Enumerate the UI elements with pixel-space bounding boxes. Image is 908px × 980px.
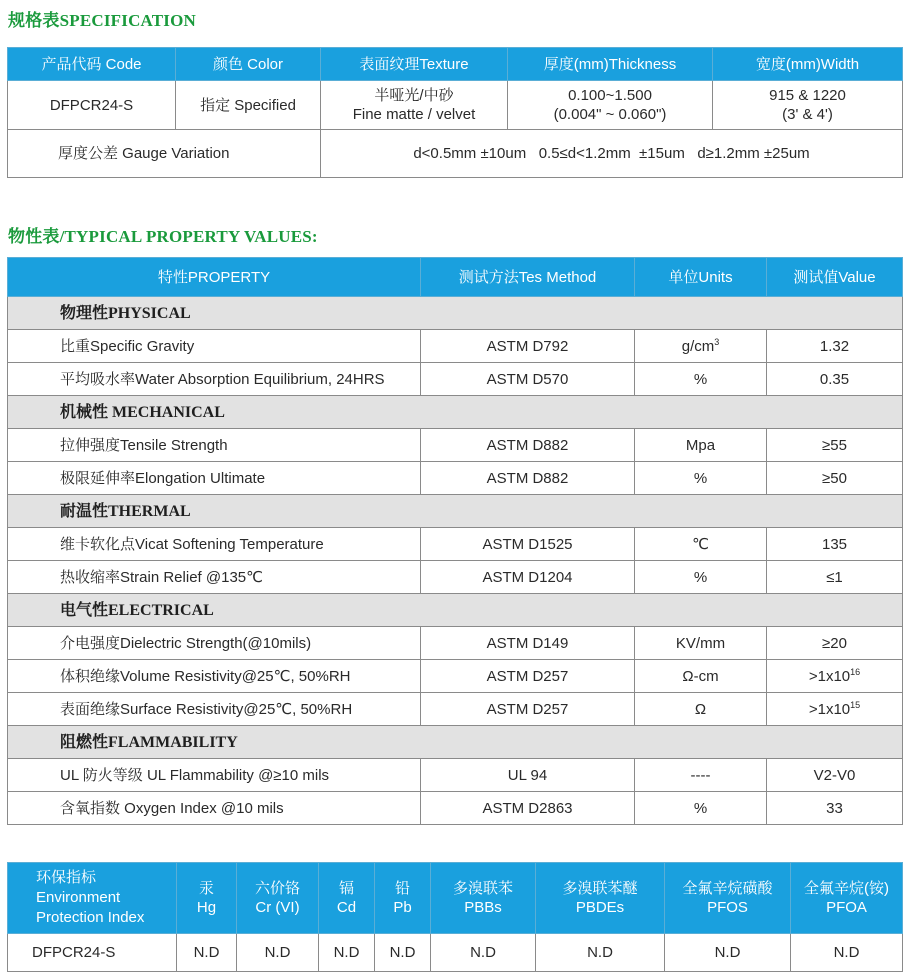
substance-cn: 多溴联苯醚: [562, 880, 638, 897]
spec-thickness-in: (0.004" ~ 0.060"): [553, 106, 667, 123]
property-name: 比重Specific Gravity: [8, 330, 421, 363]
unit: [635, 561, 767, 594]
unit: [635, 792, 767, 825]
gauge-label: 厚度公差 Gauge Variation: [8, 130, 321, 178]
unit: [635, 429, 767, 462]
props-header-value: 测试值Value: [767, 258, 903, 297]
category-row: [8, 396, 903, 429]
property-row: [8, 693, 903, 726]
spec-width-ft: (3' & 4'): [782, 106, 833, 123]
spec-texture: [321, 81, 508, 130]
test-method: ASTM D882: [421, 462, 635, 495]
unit: [635, 693, 767, 726]
test-value: [767, 627, 903, 660]
unit-text: ----: [690, 766, 711, 784]
spec-header-width: 宽度(mm)Width: [713, 48, 903, 81]
env-value: N.D: [319, 934, 375, 972]
unit: [635, 363, 767, 396]
property-row: [8, 660, 903, 693]
test-value: [767, 528, 903, 561]
unit-text: ℃: [692, 535, 709, 553]
substance-cn: 铅: [394, 880, 410, 897]
category-row: [8, 297, 903, 330]
props-heading: 物性表/TYPICAL PROPERTY VALUES:: [8, 227, 318, 246]
env-value: N.D: [237, 934, 319, 972]
substance-cn: 全氟辛烷磺酸: [682, 880, 773, 897]
spec-texture-cn: 半哑光/中砂: [374, 87, 454, 104]
property-row: [8, 462, 903, 495]
property-name: 极限延伸率Elongation Ultimate: [8, 462, 421, 495]
property-name: 维卡软化点Vicat Softening Temperature: [8, 528, 421, 561]
unit-text: %: [693, 799, 708, 817]
props-header-property: 特性PROPERTY: [8, 258, 421, 297]
test-value: [767, 693, 903, 726]
env-header-substance: [375, 863, 431, 934]
env-header-substance: [791, 863, 903, 934]
category-name: 电气性ELECTRICAL: [8, 594, 903, 627]
spec-gauge-row: [8, 130, 903, 178]
unit-text: Ω-cm: [682, 667, 719, 685]
test-method: ASTM D1204: [421, 561, 635, 594]
spec-texture-en: Fine matte / velvet: [352, 106, 476, 123]
property-row: [8, 528, 903, 561]
test-value: [767, 363, 903, 396]
unit: [635, 627, 767, 660]
env-value: N.D: [431, 934, 536, 972]
property-row: [8, 363, 903, 396]
substance-cn: 六价铬: [254, 880, 300, 897]
env-value: N.D: [536, 934, 665, 972]
env-value: N.D: [665, 934, 791, 972]
test-method: ASTM D257: [421, 660, 635, 693]
property-row: [8, 792, 903, 825]
test-value-text: ≤1: [826, 568, 843, 586]
category-row: [8, 495, 903, 528]
property-name: 表面绝缘Surface Resistivity@25℃, 50%RH: [8, 693, 421, 726]
props-header-row: [8, 258, 903, 297]
spec-width: [713, 81, 903, 130]
spec-header-row: [8, 48, 903, 81]
substance-cn: 全氟辛烷(铵): [804, 880, 889, 897]
spec-heading: 规格表SPECIFICATION: [8, 11, 197, 30]
test-value: [767, 429, 903, 462]
substance-en: PFOA: [826, 899, 867, 916]
test-value: [767, 660, 903, 693]
test-value-text: >1x10: [808, 700, 851, 718]
unit-text: Ω: [694, 700, 707, 718]
test-method: ASTM D1525: [421, 528, 635, 561]
property-name: 拉伸强度Tensile Strength: [8, 429, 421, 462]
category-name: 阻燃性FLAMMABILITY: [8, 726, 903, 759]
env-header-substance: [431, 863, 536, 934]
spec-data-row: [8, 81, 903, 130]
property-name: 热收缩率Strain Relief @135℃: [8, 561, 421, 594]
test-method: UL 94: [421, 759, 635, 792]
unit-text: %: [693, 370, 708, 388]
env-header-substance: [237, 863, 319, 934]
test-value-exponent: 15: [850, 699, 861, 710]
unit: [635, 462, 767, 495]
spec-table: [7, 47, 903, 178]
property-table: [7, 257, 903, 825]
env-header-substance: [177, 863, 237, 934]
env-row-label: DFPCR24-S: [8, 934, 177, 972]
environment-table: [7, 862, 903, 972]
property-row: [8, 330, 903, 363]
test-method: ASTM D882: [421, 429, 635, 462]
unit-text: Mpa: [685, 436, 716, 454]
test-value-text: ≥55: [822, 436, 847, 454]
unit-text: g/cm: [681, 337, 715, 355]
substance-cn: 多溴联苯: [452, 880, 513, 897]
category-name: 物理性PHYSICAL: [8, 297, 903, 330]
substance-en: PBBs: [464, 899, 502, 916]
env-value: N.D: [177, 934, 237, 972]
substance-en: Pb: [393, 899, 412, 916]
substance-cn: 镉: [338, 880, 354, 897]
spec-width-mm: 915 & 1220: [769, 87, 846, 104]
env-header-substance: [665, 863, 791, 934]
substance-cn: 汞: [198, 880, 214, 897]
test-method: ASTM D792: [421, 330, 635, 363]
env-title-en2: Protection Index: [36, 909, 145, 926]
unit-text: KV/mm: [675, 634, 726, 652]
test-value: [767, 792, 903, 825]
property-row: [8, 561, 903, 594]
env-header-substance: [319, 863, 375, 934]
category-row: [8, 594, 903, 627]
test-value: [767, 759, 903, 792]
spec-color: 指定 Specified: [176, 81, 321, 130]
category-row: [8, 726, 903, 759]
property-name: 介电强度Dielectric Strength(@10mils): [8, 627, 421, 660]
substance-en: Cd: [336, 899, 357, 916]
spec-thickness-mm: 0.100~1.500: [568, 87, 652, 104]
test-value-text: 0.35: [819, 370, 850, 388]
test-value-text: 135: [821, 535, 848, 553]
unit: [635, 528, 767, 561]
test-method: ASTM D570: [421, 363, 635, 396]
props-header-method: 测试方法Tes Method: [421, 258, 635, 297]
env-value: N.D: [791, 934, 903, 972]
property-row: [8, 759, 903, 792]
test-value: [767, 462, 903, 495]
spec-header-code: 产品代码 Code: [8, 48, 176, 81]
property-name: 体积绝缘Volume Resistivity@25℃, 50%RH: [8, 660, 421, 693]
property-row: [8, 429, 903, 462]
props-header-units: 单位Units: [635, 258, 767, 297]
env-header-substance: [536, 863, 665, 934]
gauge-value: d<0.5mm ±10um 0.5≤d<1.2mm ±15um d≥1.2mm ±25um: [321, 130, 903, 178]
test-value-text: 33: [826, 799, 843, 817]
unit-text: %: [693, 469, 708, 487]
substance-en: Hg: [196, 899, 217, 916]
spec-code: DFPCR24-S: [8, 81, 176, 130]
spec-header-texture: 表面纹理Texture: [321, 48, 508, 81]
test-value: [767, 330, 903, 363]
spec-thickness: [508, 81, 713, 130]
test-method: ASTM D2863: [421, 792, 635, 825]
unit: [635, 330, 767, 363]
test-value-text: ≥50: [822, 469, 847, 487]
substance-en: PBDEs: [575, 899, 625, 916]
test-method: ASTM D257: [421, 693, 635, 726]
test-value-text: >1x10: [808, 667, 851, 685]
test-value-text: ≥20: [822, 634, 847, 652]
property-row: [8, 627, 903, 660]
spec-header-thickness: 厚度(mm)Thickness: [508, 48, 713, 81]
env-header-row: [8, 863, 903, 934]
substance-en: Cr (VI): [255, 899, 300, 916]
unit-text: %: [693, 568, 708, 586]
category-name: 机械性 MECHANICAL: [8, 396, 903, 429]
property-name: 平均吸水率Water Absorption Equilibrium, 24HRS: [8, 363, 421, 396]
unit: [635, 759, 767, 792]
spec-header-color: 颜色 Color: [176, 48, 321, 81]
env-title-en1: Environment: [36, 889, 121, 906]
test-value-text: 1.32: [819, 337, 850, 355]
test-method: ASTM D149: [421, 627, 635, 660]
env-value: N.D: [375, 934, 431, 972]
test-value-exponent: 16: [850, 666, 861, 677]
unit-exponent: 3: [714, 336, 720, 347]
substance-en: PFOS: [707, 899, 748, 916]
env-title-cn: 环保指标: [36, 869, 97, 886]
property-name: 含氧指数 Oxygen Index @10 mils: [8, 792, 421, 825]
category-name: 耐温性THERMAL: [8, 495, 903, 528]
env-header-title: [8, 863, 177, 934]
env-data-row: [8, 934, 903, 972]
test-value-text: V2-V0: [813, 766, 856, 784]
test-value: [767, 561, 903, 594]
unit: [635, 660, 767, 693]
property-name: UL 防火等级 UL Flammability @≥10 mils: [8, 759, 421, 792]
